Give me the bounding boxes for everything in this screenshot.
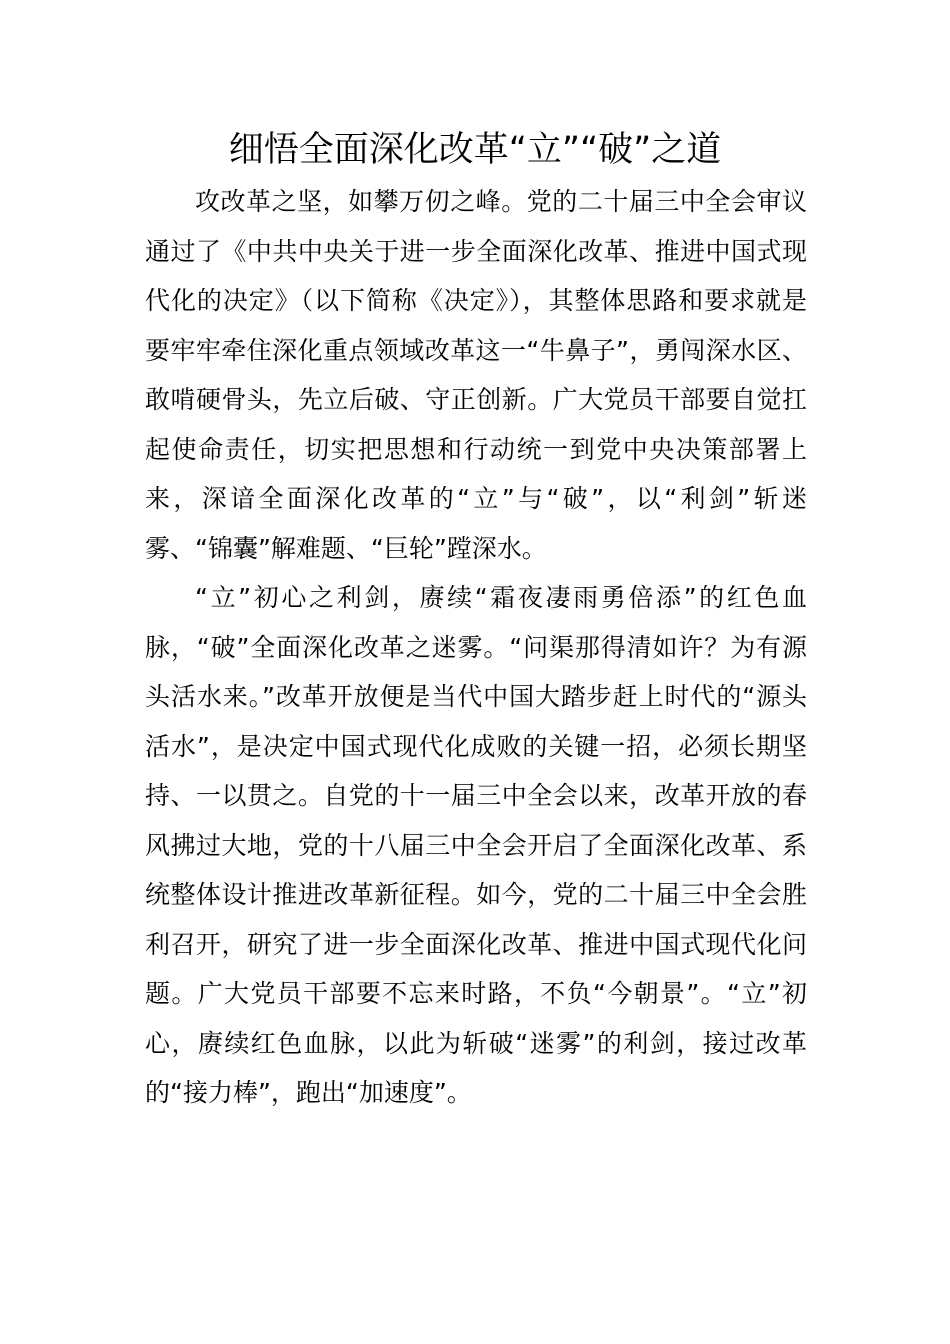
paragraph-1: 攻改革之坚，如攀万仞之峰。党的二十届三中全会审议通过了《中共中央关于进一步全面深化改革、推进中国式现代化的决定》（以下简称《决定》），其整体思路和要求就是要牢牢牵住深化重点领域改革这一“牛鼻子”，勇闯深水区、敢啃硬骨头，先立后破、守正创新。广大党员干部要自觉扛起使命责任，切实把思想和行动统一到党中央决策部署上来，深谙全面深化改革的“立”与“破”，以“利剑”斩迷雾、“锦囊”解难题、“巨轮”蹚深水。 (145, 187, 807, 563)
paragraph-2: “立”初心之利剑，赓续“霜夜凄雨勇倍添”的红色血脉，“破”全面深化改革之迷雾。“问渠那得清如许？为有源头活水来。”改革开放便是当代中国大踏步赶上时代的“源头活水”，是决定中国式现代化成败的关键一招，必须长期坚持、一以贯之。自党的十一届三中全会以来，改革开放的春风拂过大地，党的十八届三中全会开启了全面深化改革、系统整体设计推进改革新征程。如今，党的二十届三中全会胜利召开，研究了进一步全面深化改革、推进中国式现代化问题。广大党员干部要不忘来时路，不负“今朝景”。“立”初心，赓续红色血脉，以此为斩破“迷雾”的利剑，接过改革的“接力棒”，跑出“加速度”。 (145, 583, 807, 1107)
document-body (145, 177, 807, 1118)
document-title: 细悟全面深化改革“立”“破”之道 (228, 130, 722, 170)
